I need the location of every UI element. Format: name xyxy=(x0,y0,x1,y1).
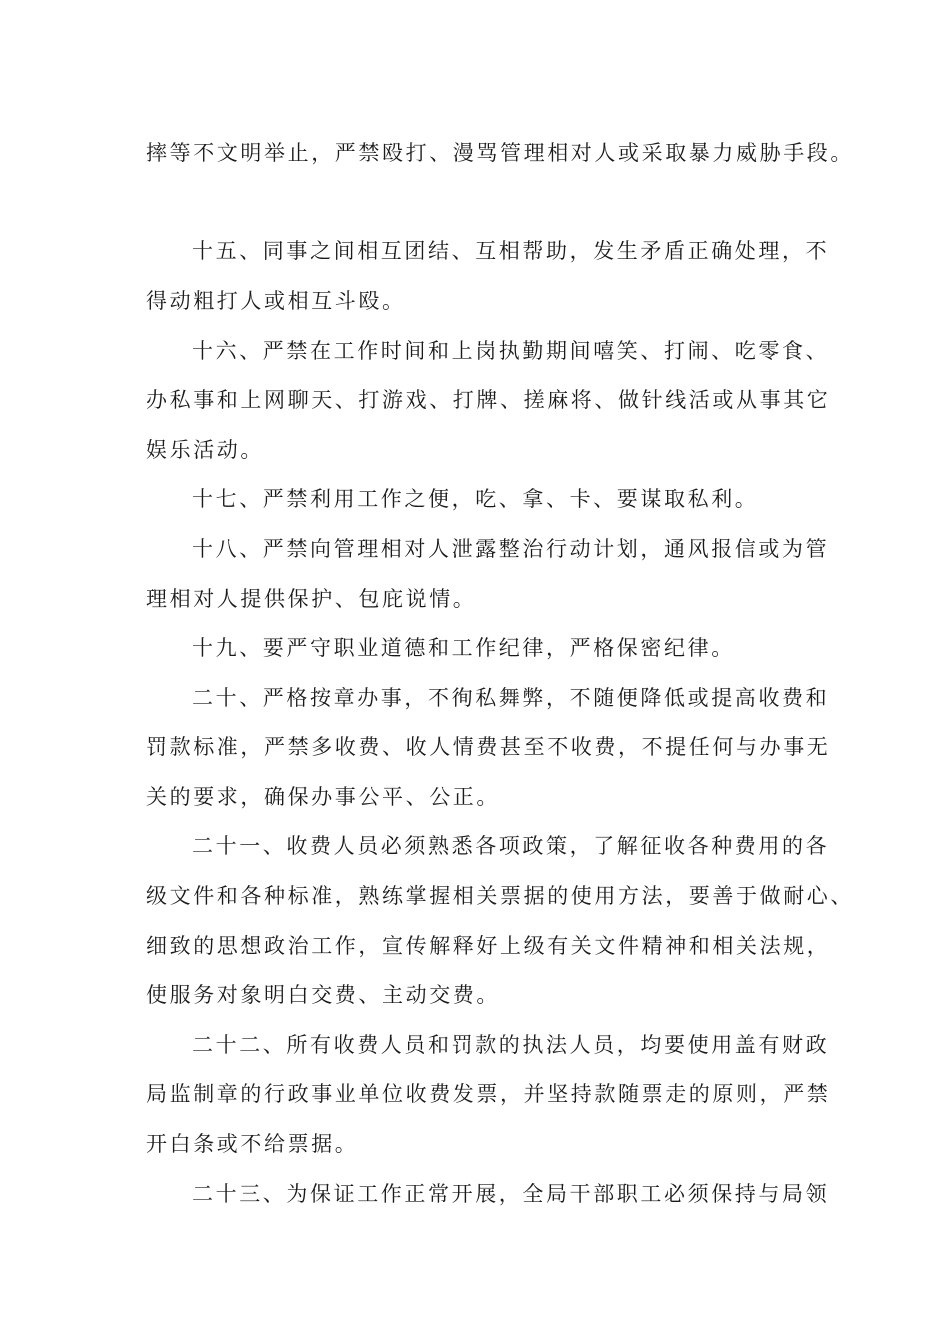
text-line: 娱乐活动。 xyxy=(146,438,264,462)
text-line: 二十一、收费人员必须熟悉各项政策，了解征收各种费用的各 xyxy=(192,834,830,858)
text-line: 二十三、为保证工作正常开展，全局干部职工必须保持与局领 xyxy=(192,1182,830,1206)
text-line: 十五、同事之间相互团结、互相帮助，发生矛盾正确处理，不 xyxy=(192,239,830,263)
text-line: 十六、严禁在工作时间和上岗执勤期间嘻笑、打闹、吃零食、 xyxy=(192,339,830,363)
text-line: 十八、严禁向管理相对人泄露整治行动计划，通风报信或为管 xyxy=(192,537,830,561)
text-line: 二十二、所有收费人员和罚款的执法人员，均要使用盖有财政 xyxy=(192,1033,830,1057)
text-line: 摔等不文明举止，严禁殴打、漫骂管理相对人或采取暴力威胁手段。 xyxy=(146,141,854,165)
text-line: 得动粗打人或相互斗殴。 xyxy=(146,289,406,313)
text-line: 十九、要严守职业道德和工作纪律，严格保密纪律。 xyxy=(192,636,735,660)
text-line: 使服务对象明白交费、主动交费。 xyxy=(146,983,500,1007)
text-line: 开白条或不给票据。 xyxy=(146,1132,359,1156)
text-line: 细致的思想政治工作，宣传解释好上级有关文件精神和相关法规， xyxy=(146,934,831,958)
text-line: 二十、严格按章办事，不徇私舞弊，不随便降低或提高收费和 xyxy=(192,686,830,710)
text-line: 局监制章的行政事业单位收费发票，并坚持款随票走的原则，严禁 xyxy=(146,1082,831,1106)
text-line: 关的要求，确保办事公平、公正。 xyxy=(146,785,500,809)
text-line: 十七、严禁利用工作之便，吃、拿、卡、要谋取私利。 xyxy=(192,487,759,511)
text-line: 罚款标准，严禁多收费、收人情费甚至不收费，不提任何与办事无 xyxy=(146,735,831,759)
text-line: 办私事和上网聊天、打游戏、打牌、搓麻将、做针线活或从事其它 xyxy=(146,388,831,412)
text-line: 理相对人提供保护、包庇说情。 xyxy=(146,587,477,611)
text-line: 级文件和各种标准，熟练掌握相关票据的使用方法，要善于做耐心、 xyxy=(146,884,854,908)
